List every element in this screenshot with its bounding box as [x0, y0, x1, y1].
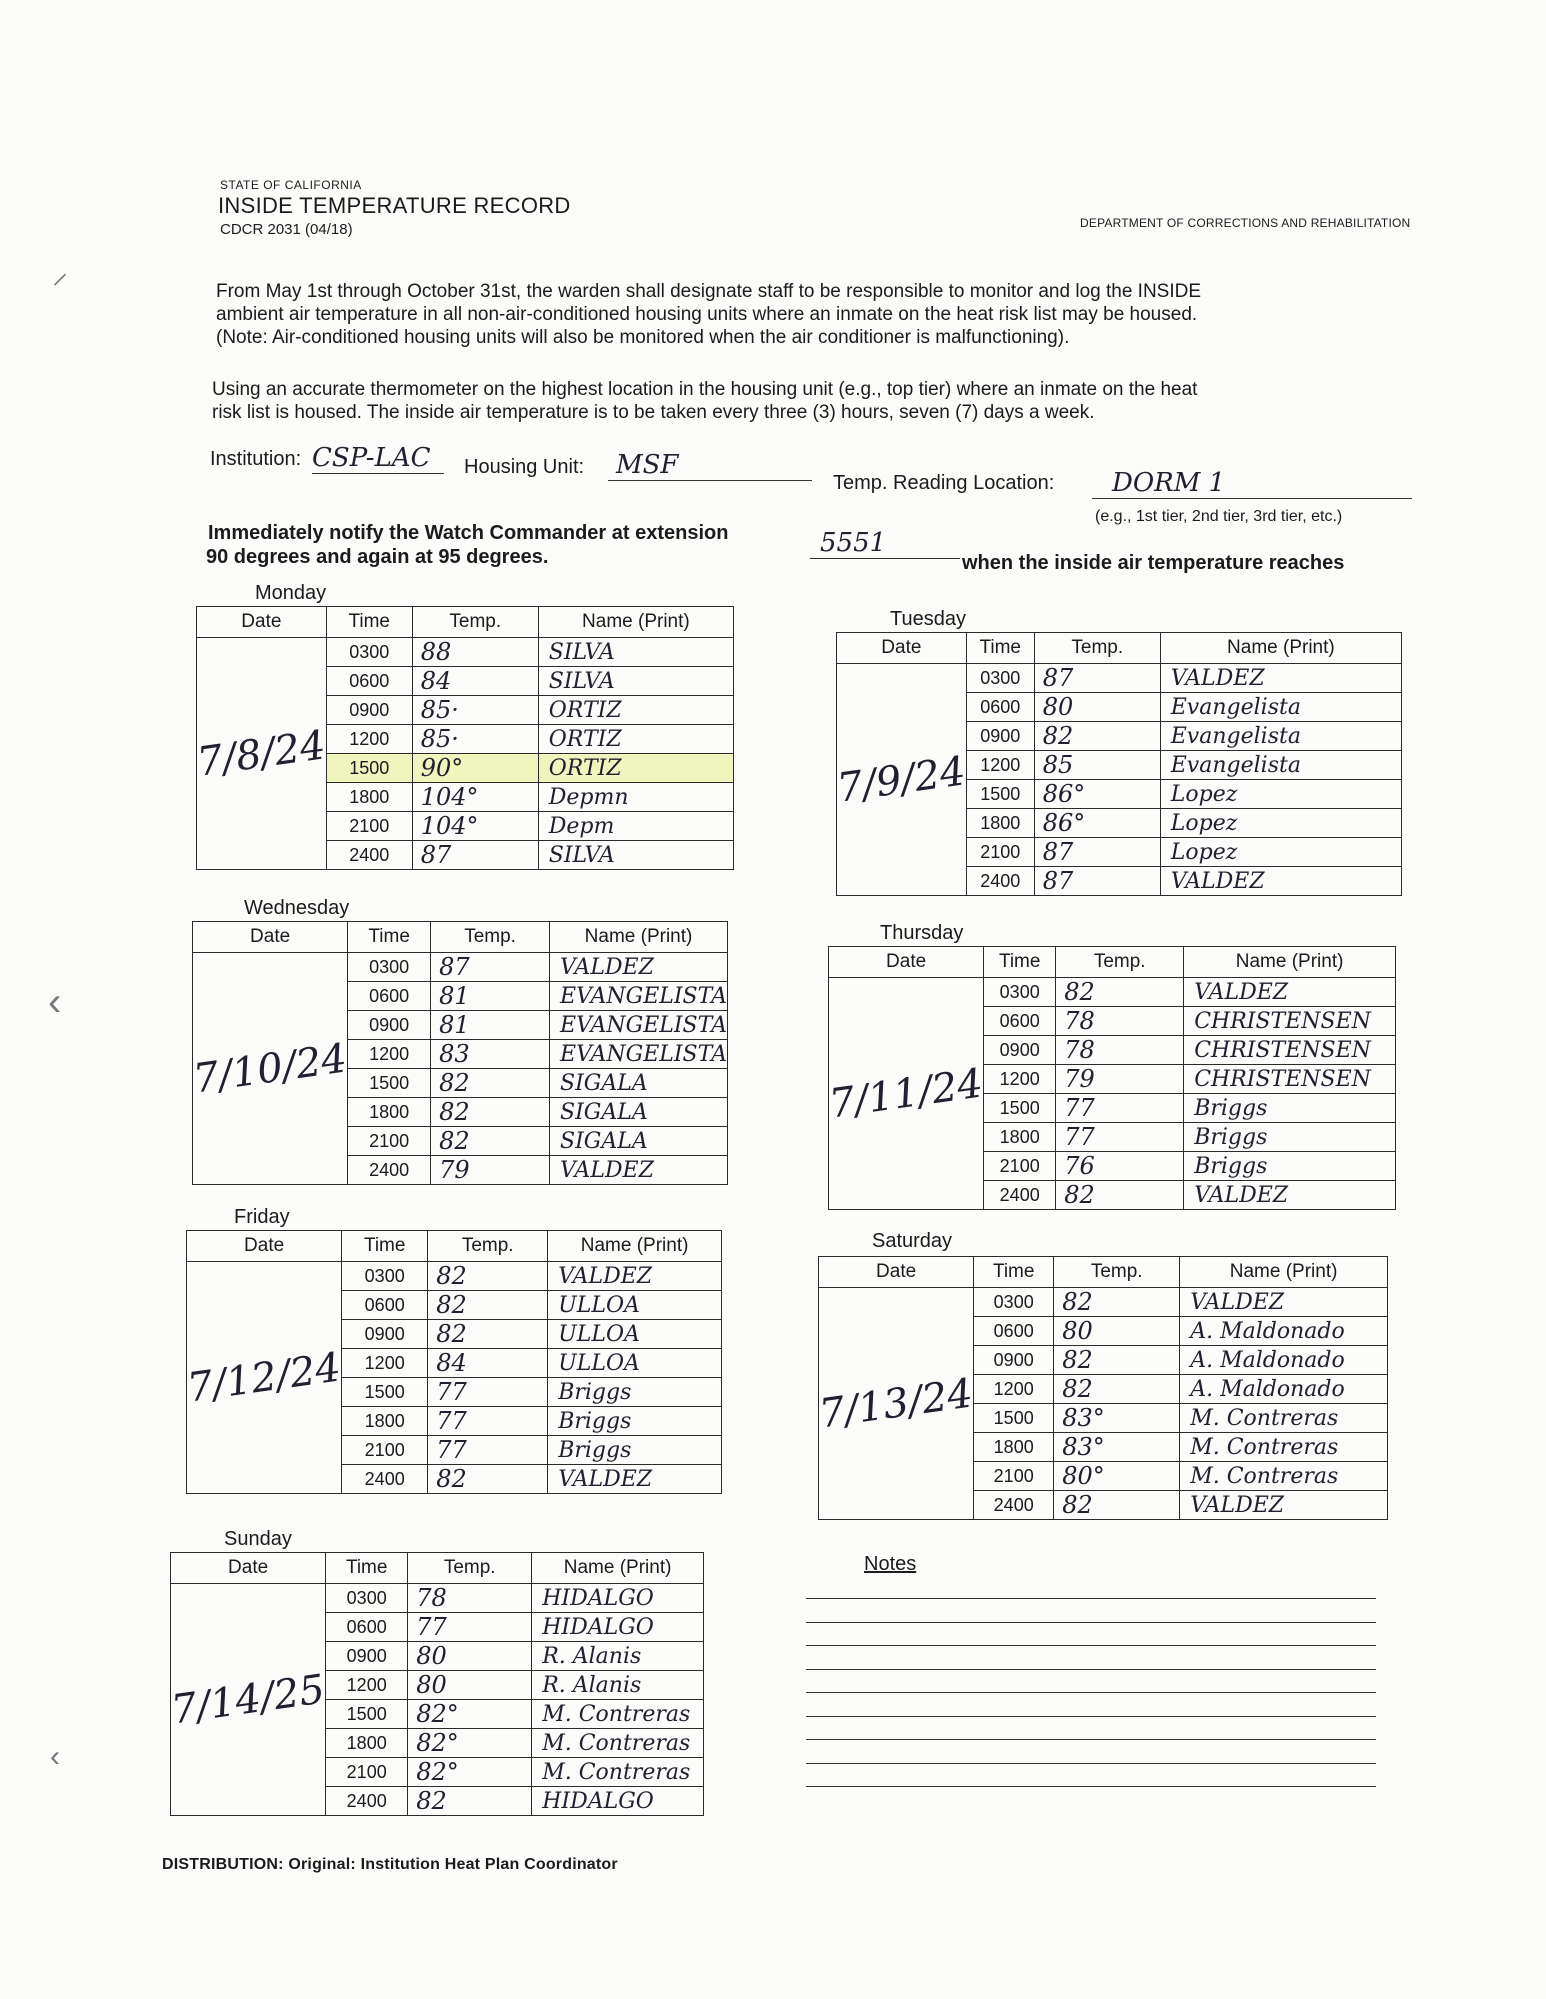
- temp-cell[interactable]: 87: [1034, 838, 1160, 867]
- temp-cell[interactable]: 82: [408, 1787, 532, 1816]
- log-table-tuesday: [836, 632, 1402, 896]
- time-cell: 1800: [326, 1729, 408, 1758]
- name-cell[interactable]: EVANGELISTA: [550, 982, 728, 1011]
- column-header-date: Date: [187, 1231, 342, 1262]
- temp-cell[interactable]: 77: [408, 1613, 532, 1642]
- column-header-name: Name (Print): [1180, 1257, 1388, 1288]
- temp-cell[interactable]: 88: [412, 638, 538, 667]
- time-cell: 2400: [348, 1156, 431, 1185]
- table-row: [193, 953, 728, 982]
- name-cell[interactable]: ULLOA: [548, 1349, 722, 1378]
- temp-cell[interactable]: 78: [1056, 1036, 1184, 1065]
- column-header-time: Time: [326, 607, 412, 638]
- name-cell[interactable]: CHRISTENSEN: [1184, 1065, 1396, 1094]
- name-cell[interactable]: M. Contreras: [1180, 1404, 1388, 1433]
- time-cell: 0300: [974, 1288, 1054, 1317]
- column-header-time: Time: [348, 922, 431, 953]
- temp-cell[interactable]: 82: [1054, 1375, 1180, 1404]
- name-cell[interactable]: SIGALA: [550, 1098, 728, 1127]
- temp-cell[interactable]: 82: [1054, 1288, 1180, 1317]
- temp-cell[interactable]: 76: [1056, 1152, 1184, 1181]
- name-cell[interactable]: M. Contreras: [1180, 1462, 1388, 1491]
- temp-cell[interactable]: 83°: [1054, 1404, 1180, 1433]
- temp-cell[interactable]: 80: [1054, 1317, 1180, 1346]
- time-cell: 1800: [966, 809, 1034, 838]
- time-cell: 1500: [966, 780, 1034, 809]
- column-header-name: Name (Print): [532, 1553, 704, 1584]
- name-cell[interactable]: EVANGELISTA: [550, 1040, 728, 1069]
- instructions-paragraph-1: From May 1st through October 31st, the warden shall designate staff to be responsible to monitor and log the INSIDE ambient air temperature in all non-air-conditioned housing units where an inmate on the heat risk list may be housed. (Note: Air-conditioned housing units will also be monitored when the air conditioner is malfunctioning).: [216, 281, 1202, 348]
- time-cell: 0900: [326, 696, 412, 725]
- time-cell: 1200: [342, 1349, 428, 1378]
- temp-cell[interactable]: 82°: [408, 1729, 532, 1758]
- time-cell: 0600: [326, 667, 412, 696]
- temp-cell[interactable]: 80: [408, 1642, 532, 1671]
- time-cell: 2100: [966, 838, 1034, 867]
- name-cell[interactable]: SILVA: [538, 841, 733, 870]
- name-cell[interactable]: VALDEZ: [1180, 1288, 1388, 1317]
- date-value: 7/9/24: [834, 747, 969, 812]
- temp-cell[interactable]: 90°: [412, 754, 538, 783]
- time-cell: 1500: [984, 1094, 1056, 1123]
- name-cell[interactable]: Evangelista: [1160, 722, 1401, 751]
- time-cell: 2400: [974, 1491, 1054, 1520]
- temp-cell[interactable]: 87: [431, 953, 550, 982]
- name-cell[interactable]: M. Contreras: [532, 1758, 704, 1787]
- column-header-date: Date: [171, 1553, 326, 1584]
- name-cell[interactable]: VALDEZ: [1184, 1181, 1396, 1210]
- temp-cell[interactable]: 77: [1056, 1123, 1184, 1152]
- temp-cell[interactable]: 82: [1054, 1346, 1180, 1375]
- time-cell: 1500: [342, 1378, 428, 1407]
- time-cell: 0900: [984, 1036, 1056, 1065]
- temp-cell[interactable]: 80: [1034, 693, 1160, 722]
- temp-cell[interactable]: 80: [408, 1671, 532, 1700]
- name-cell[interactable]: VALDEZ: [1160, 867, 1401, 896]
- time-cell: 0300: [342, 1262, 428, 1291]
- column-header-date: Date: [829, 947, 984, 978]
- temp-cell[interactable]: 82: [431, 1127, 550, 1156]
- notes-line[interactable]: [806, 1786, 1376, 1787]
- column-header-time: Time: [326, 1553, 408, 1584]
- name-cell[interactable]: M. Contreras: [532, 1700, 704, 1729]
- notes-label: Notes: [864, 1553, 917, 1575]
- column-header-time: Time: [984, 947, 1056, 978]
- column-header-name: Name (Print): [548, 1231, 722, 1262]
- column-header-date: Date: [193, 922, 348, 953]
- time-cell: 0300: [984, 978, 1056, 1007]
- institution-label: Institution:: [210, 448, 302, 470]
- day-label-friday: Friday: [234, 1206, 290, 1228]
- temp-cell[interactable]: 85: [1034, 751, 1160, 780]
- time-cell: 1800: [974, 1433, 1054, 1462]
- temp-cell[interactable]: 86°: [1034, 809, 1160, 838]
- date-cell[interactable]: [190, 953, 350, 1185]
- housing-unit-label: Housing Unit:: [464, 456, 585, 478]
- column-header-date: Date: [197, 607, 327, 638]
- scan-mark: ‹: [48, 980, 62, 1024]
- time-cell: 2400: [342, 1465, 428, 1494]
- notes-line[interactable]: [806, 1622, 1376, 1623]
- table-row: [819, 1288, 1388, 1317]
- temp-cell[interactable]: 87: [412, 841, 538, 870]
- name-cell[interactable]: SIGALA: [550, 1127, 728, 1156]
- name-cell[interactable]: M. Contreras: [1180, 1433, 1388, 1462]
- housing-unit-field[interactable]: MSF: [608, 450, 812, 481]
- time-cell: 0900: [966, 722, 1034, 751]
- notes-line[interactable]: [806, 1692, 1376, 1693]
- time-cell: 0600: [348, 982, 431, 1011]
- time-cell: 2100: [984, 1152, 1056, 1181]
- time-cell: 2100: [342, 1436, 428, 1465]
- time-cell: 0300: [326, 638, 412, 667]
- time-cell: 0300: [966, 664, 1034, 693]
- name-cell[interactable]: VALDEZ: [550, 953, 728, 982]
- name-cell[interactable]: EVANGELISTA: [550, 1011, 728, 1040]
- time-cell: 1800: [326, 783, 412, 812]
- temp-cell[interactable]: 80°: [1054, 1462, 1180, 1491]
- time-cell: 0600: [966, 693, 1034, 722]
- time-cell: 1200: [348, 1040, 431, 1069]
- column-header-date: Date: [819, 1257, 974, 1288]
- column-header-temp: Temp.: [431, 922, 550, 953]
- temp-cell[interactable]: 83°: [1054, 1433, 1180, 1462]
- temp-cell[interactable]: 79: [431, 1156, 550, 1185]
- name-cell[interactable]: VALDEZ: [1180, 1491, 1388, 1520]
- name-cell[interactable]: ULLOA: [548, 1320, 722, 1349]
- instructions-paragraph-2: Using an accurate thermometer on the highest location in the housing unit (e.g., top tier) where an inmate on the heat risk list is housed. The inside air temperature is to be taken every three (3) hours, seven (7) days a week.: [212, 379, 1198, 423]
- name-cell[interactable]: VALDEZ: [1160, 664, 1401, 693]
- form-number: CDCR 2031 (04/18): [220, 221, 353, 238]
- name-cell[interactable]: Lopez: [1160, 838, 1401, 867]
- temp-cell[interactable]: 82: [428, 1320, 548, 1349]
- department-name: DEPARTMENT OF CORRECTIONS AND REHABILITATION: [1080, 216, 1411, 230]
- column-header-name: Name (Print): [550, 922, 728, 953]
- scan-mark: ‹: [50, 1740, 60, 1773]
- name-cell[interactable]: Briggs: [548, 1378, 722, 1407]
- temp-cell[interactable]: 83: [431, 1040, 550, 1069]
- name-cell[interactable]: VALDEZ: [548, 1262, 722, 1291]
- temp-cell[interactable]: 86°: [1034, 780, 1160, 809]
- temp-cell[interactable]: 82: [431, 1069, 550, 1098]
- name-cell[interactable]: R. Alanis: [532, 1671, 704, 1700]
- date-cell[interactable]: [194, 638, 329, 870]
- temp-cell[interactable]: 82: [428, 1291, 548, 1320]
- time-cell: 1200: [326, 725, 412, 754]
- column-header-temp: Temp.: [1054, 1257, 1180, 1288]
- name-cell[interactable]: Lopez: [1160, 780, 1401, 809]
- temp-cell[interactable]: 82: [428, 1465, 548, 1494]
- time-cell: 0300: [348, 953, 431, 982]
- notes-line[interactable]: [806, 1716, 1376, 1717]
- time-cell: 0600: [984, 1007, 1056, 1036]
- table-row: [187, 1262, 722, 1291]
- time-cell: 2400: [326, 1787, 408, 1816]
- column-header-temp: Temp.: [1056, 947, 1184, 978]
- temp-cell[interactable]: 77: [428, 1378, 548, 1407]
- name-cell[interactable]: HIDALGO: [532, 1613, 704, 1642]
- time-cell: 1200: [984, 1065, 1056, 1094]
- temp-cell[interactable]: 82: [431, 1098, 550, 1127]
- name-cell[interactable]: CHRISTENSEN: [1184, 1036, 1396, 1065]
- time-cell: 0600: [342, 1291, 428, 1320]
- institution-field[interactable]: CSP-LAC: [312, 443, 444, 474]
- temp-cell[interactable]: 81: [431, 1011, 550, 1040]
- time-cell: 1200: [966, 751, 1034, 780]
- name-cell[interactable]: Lopez: [1160, 809, 1401, 838]
- reading-location-label: Temp. Reading Location:: [833, 472, 1055, 494]
- temp-cell[interactable]: 77: [428, 1436, 548, 1465]
- date-value: 7/13/24: [816, 1369, 976, 1438]
- temp-cell[interactable]: 78: [1056, 1007, 1184, 1036]
- name-cell[interactable]: Depm: [538, 812, 733, 841]
- log-table-monday: [196, 606, 734, 870]
- name-cell[interactable]: Briggs: [1184, 1152, 1396, 1181]
- day-label-tuesday: Tuesday: [890, 608, 966, 630]
- column-header-temp: Temp.: [1034, 633, 1160, 664]
- date-cell[interactable]: [168, 1584, 328, 1816]
- temp-cell[interactable]: 85·: [412, 725, 538, 754]
- log-table-sunday: [170, 1552, 704, 1816]
- column-header-time: Time: [342, 1231, 428, 1262]
- temp-cell[interactable]: 81: [431, 982, 550, 1011]
- notify-text-end: when the inside air temperature reaches: [962, 552, 1345, 574]
- time-cell: 0900: [974, 1346, 1054, 1375]
- temp-cell[interactable]: 82: [428, 1262, 548, 1291]
- notes-line[interactable]: [806, 1739, 1376, 1740]
- name-cell[interactable]: ORTIZ: [538, 754, 733, 783]
- time-cell: 2100: [974, 1462, 1054, 1491]
- time-cell: 0900: [326, 1642, 408, 1671]
- log-table-saturday: [818, 1256, 1388, 1520]
- notes-line[interactable]: [806, 1763, 1376, 1764]
- table-row: [829, 978, 1396, 1007]
- date-cell[interactable]: [816, 1288, 976, 1520]
- table-row: [171, 1584, 704, 1613]
- column-header-date: Date: [837, 633, 967, 664]
- name-cell[interactable]: A. Maldonado: [1180, 1317, 1388, 1346]
- column-header-time: Time: [974, 1257, 1054, 1288]
- time-cell: 1500: [348, 1069, 431, 1098]
- day-label-sunday: Sunday: [224, 1528, 292, 1550]
- log-table-friday: [186, 1230, 722, 1494]
- name-cell[interactable]: Briggs: [548, 1407, 722, 1436]
- log-table-wednesday: [192, 921, 728, 1185]
- temp-cell[interactable]: 78: [408, 1584, 532, 1613]
- log-table-thursday: [828, 946, 1396, 1210]
- notes-line[interactable]: [806, 1598, 1376, 1599]
- time-cell: 2100: [326, 812, 412, 841]
- table-row: [197, 638, 734, 667]
- temp-cell[interactable]: 87: [1034, 664, 1160, 693]
- time-cell: 0600: [974, 1317, 1054, 1346]
- time-cell: 0300: [326, 1584, 408, 1613]
- time-cell: 0600: [326, 1613, 408, 1642]
- time-cell: 1500: [326, 1700, 408, 1729]
- column-header-name: Name (Print): [538, 607, 733, 638]
- notify-text: Immediately notify the Watch Commander at extension: [208, 522, 729, 544]
- temp-cell[interactable]: 82: [1056, 978, 1184, 1007]
- time-cell: 1800: [342, 1407, 428, 1436]
- distribution-note: DISTRIBUTION: Original: Institution Heat Plan Coordinator: [162, 1856, 618, 1873]
- notes-line[interactable]: [806, 1669, 1376, 1670]
- time-cell: 1500: [326, 754, 412, 783]
- date-value: 7/8/24: [194, 721, 329, 786]
- name-cell[interactable]: VALDEZ: [1184, 978, 1396, 1007]
- date-cell[interactable]: [834, 664, 969, 896]
- time-cell: 0900: [348, 1011, 431, 1040]
- reading-location-hint: (e.g., 1st tier, 2nd tier, 3rd tier, etc.): [1095, 508, 1343, 525]
- time-cell: 2400: [326, 841, 412, 870]
- date-value: 7/14/25: [168, 1665, 328, 1734]
- date-value: 7/12/24: [184, 1343, 344, 1412]
- date-value: 7/11/24: [826, 1059, 986, 1128]
- time-cell: 1800: [348, 1098, 431, 1127]
- name-cell[interactable]: R. Alanis: [532, 1642, 704, 1671]
- temp-cell[interactable]: 104°: [412, 783, 538, 812]
- temp-cell[interactable]: 82°: [408, 1700, 532, 1729]
- temp-cell[interactable]: 77: [1056, 1094, 1184, 1123]
- name-cell[interactable]: SILVA: [538, 667, 733, 696]
- name-cell[interactable]: ORTIZ: [538, 696, 733, 725]
- name-cell[interactable]: HIDALGO: [532, 1584, 704, 1613]
- temp-cell[interactable]: 82°: [408, 1758, 532, 1787]
- temp-cell[interactable]: 82: [1054, 1491, 1180, 1520]
- name-cell[interactable]: CHRISTENSEN: [1184, 1007, 1396, 1036]
- date-cell[interactable]: [184, 1262, 344, 1494]
- scan-mark: ⸝: [52, 254, 69, 290]
- name-cell[interactable]: Evangelista: [1160, 751, 1401, 780]
- time-cell: 0900: [342, 1320, 428, 1349]
- state-label: STATE OF CALIFORNIA: [220, 178, 362, 192]
- temp-cell[interactable]: 82: [1056, 1181, 1184, 1210]
- day-label-saturday: Saturday: [872, 1230, 953, 1252]
- day-label-thursday: Thursday: [880, 922, 964, 944]
- name-cell[interactable]: SILVA: [538, 638, 733, 667]
- column-header-time: Time: [966, 633, 1034, 664]
- name-cell[interactable]: Depmn: [538, 783, 733, 812]
- temp-cell[interactable]: 79: [1056, 1065, 1184, 1094]
- time-cell: 1200: [974, 1375, 1054, 1404]
- time-cell: 2400: [984, 1181, 1056, 1210]
- name-cell[interactable]: VALDEZ: [550, 1156, 728, 1185]
- date-value: 7/10/24: [190, 1034, 350, 1103]
- column-header-temp: Temp.: [408, 1553, 532, 1584]
- column-header-name: Name (Print): [1184, 947, 1396, 978]
- column-header-temp: Temp.: [428, 1231, 548, 1262]
- name-cell[interactable]: Briggs: [548, 1436, 722, 1465]
- name-cell[interactable]: M. Contreras: [532, 1729, 704, 1758]
- temp-cell[interactable]: 84: [412, 667, 538, 696]
- name-cell[interactable]: Evangelista: [1160, 693, 1401, 722]
- column-header-temp: Temp.: [412, 607, 538, 638]
- time-cell: 2400: [966, 867, 1034, 896]
- temp-cell[interactable]: 87: [1034, 867, 1160, 896]
- name-cell[interactable]: A. Maldonado: [1180, 1375, 1388, 1404]
- table-row: [837, 664, 1402, 693]
- name-cell[interactable]: HIDALGO: [532, 1787, 704, 1816]
- name-cell[interactable]: Briggs: [1184, 1123, 1396, 1152]
- temp-cell[interactable]: 77: [428, 1407, 548, 1436]
- time-cell: 1500: [974, 1404, 1054, 1433]
- day-label-monday: Monday: [255, 582, 327, 604]
- time-cell: 1200: [326, 1671, 408, 1700]
- form-title: INSIDE TEMPERATURE RECORD: [218, 193, 571, 218]
- day-label-wednesday: Wednesday: [244, 897, 350, 919]
- name-cell[interactable]: SIGALA: [550, 1069, 728, 1098]
- temp-cell[interactable]: 84: [428, 1349, 548, 1378]
- column-header-name: Name (Print): [1160, 633, 1401, 664]
- name-cell[interactable]: A. Maldonado: [1180, 1346, 1388, 1375]
- temp-cell[interactable]: 104°: [412, 812, 538, 841]
- extension-field[interactable]: 5551: [810, 528, 960, 559]
- name-cell[interactable]: Briggs: [1184, 1094, 1396, 1123]
- time-cell: 2100: [326, 1758, 408, 1787]
- date-cell[interactable]: [826, 978, 986, 1210]
- name-cell[interactable]: ULLOA: [548, 1291, 722, 1320]
- name-cell[interactable]: VALDEZ: [548, 1465, 722, 1494]
- name-cell[interactable]: ORTIZ: [538, 725, 733, 754]
- notify-text-line2: 90 degrees and again at 95 degrees.: [206, 546, 549, 568]
- temp-cell[interactable]: 85·: [412, 696, 538, 725]
- temp-cell[interactable]: 82: [1034, 722, 1160, 751]
- time-cell: 1800: [984, 1123, 1056, 1152]
- reading-location-field[interactable]: DORM 1: [1092, 468, 1412, 499]
- time-cell: 2100: [348, 1127, 431, 1156]
- notes-line[interactable]: [806, 1645, 1376, 1646]
